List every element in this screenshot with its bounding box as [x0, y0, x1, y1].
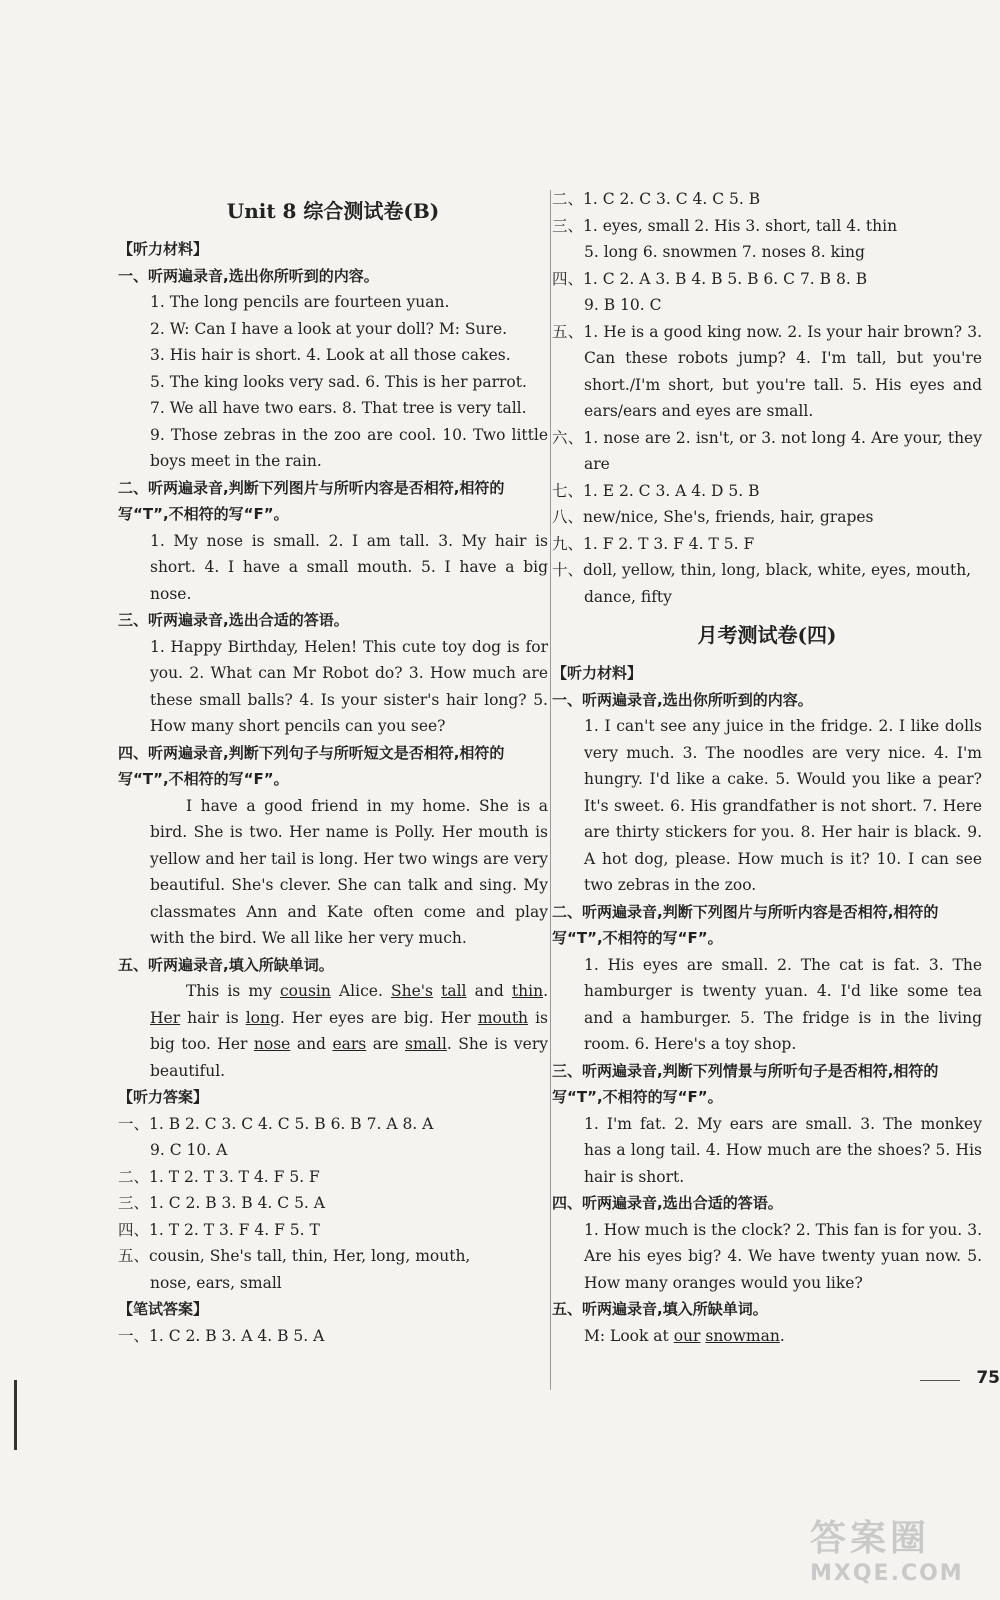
page-number: 75 [976, 1368, 1000, 1388]
answer-8: 八、new/nice, She's, friends, hair, grapes [552, 508, 874, 526]
listening-answers-tag: 【听力答案】 [118, 1088, 209, 1106]
s1-line: 9. Those zebras in the zoo are cool. 10. Two little boys meet in the rain. [150, 425, 548, 470]
answer-line: 二、1. T 2. T 3. T 4. F 5. F [118, 1167, 320, 1186]
answer-5: 五、1. He is a good king now. 2. Is your hair brown? 3. Can these robots jump? 4. I'm tall, but you're short./I'm short, but you're tall. 5. His eyes and ears/ears and eyes are small. [552, 322, 982, 420]
answer-line: 9. C 10. A [150, 1141, 228, 1159]
written-answer-line: 一、1. C 2. B 3. A 4. B 5. A [118, 1326, 325, 1345]
section-5-passage: This is my cousin Alice. She's tall and thin. Her hair is long. Her eyes are big. Her mouth is big too. Her nose and ears are small. She is very beautiful. [150, 982, 548, 1080]
section-1-heading: 一、听两遍录音,选出你所听到的内容。 [552, 690, 813, 709]
section-3-heading: 三、听两遍录音,选出合适的答语。 [118, 611, 349, 629]
answer-line: 三、1. eyes, small 2. His 3. short, tall 4. thin [552, 216, 898, 235]
section-2-text: 1. My nose is small. 2. I am tall. 3. My hair is short. 4. I have a small mouth. 5. I have a big nose. [150, 531, 548, 603]
section-3-text: 1. I'm fat. 2. My ears are small. 3. The monkey has a long tail. 4. How much are the shoes? 5. His hair is short. [584, 1114, 982, 1186]
section-4-heading: 四、听两遍录音,判断下列句子与所听短文是否相符,相符的写“T”,不相符的写“F”。 [118, 743, 505, 788]
s1-line: 2. W: Can I have a look at your doll? M: Sure. [150, 319, 508, 338]
section-5-heading: 五、听两遍录音,填入所缺单词。 [118, 955, 334, 974]
section-4-text: 1. How much is the clock? 2. This fan is for you. 3. Are his eyes big? 4. We have twenty yuan now. 5. How many oranges would you like? [584, 1220, 982, 1292]
answer-line: 9. B 10. C [584, 296, 662, 314]
column-divider [550, 190, 551, 1390]
answer-10: 十、doll, yellow, thin, long, black, white, eyes, mouth, dance, fifty [552, 561, 972, 606]
section-5-text: M: Look at our snowman. [584, 1326, 785, 1345]
page-number-rule [920, 1380, 960, 1381]
answer-line: 二、1. C 2. C 3. C 4. C 5. B [552, 190, 761, 208]
section-1-heading: 一、听两遍录音,选出你所听到的内容。 [118, 266, 379, 285]
section-1-text: 1. I can't see any juice in the fridge. 2. I like dolls very much. 3. The noodles are very nice. 4. I'm hungry. I'd like a cake. 5. Would you like a pear? It's sweet. 6. His grandfather is not short. 7. Here are thirty stickers for you. 8. Her hair is black. 9. A hot dog, please. How much is it? 10. I can see two zebras in the zoo. [584, 717, 982, 894]
watermark-url: MXQE.COM [810, 1561, 964, 1586]
section-3-text: 1. Happy Birthday, Helen! This cute toy dog is for you. 2. What can Mr Robot do? 3. How much are these small balls? 4. Is your sister's hair long? 5. How many short pencils can you see? [150, 637, 548, 735]
left-column [118, 186, 548, 1349]
watermark-logo [810, 1510, 990, 1595]
monthly-test-title: 月考测试卷(四) [697, 623, 837, 647]
watermark-text: 答案圈 [810, 1518, 931, 1559]
section-2-heading: 二、听两遍录音,判断下列图片与所听内容是否相符,相符的写“T”,不相符的写“F”。 [118, 478, 505, 523]
section-4-heading: 四、听两遍录音,选出合适的答语。 [552, 1194, 783, 1212]
section-2-text: 1. His eyes are small. 2. The cat is fat. 3. The hamburger is twenty yuan. 4. I'd like some tea and a hamburger. 5. The fridge is in the living room. 6. Here's a toy shop. [584, 955, 982, 1053]
s1-line: 7. We all have two ears. 8. That tree is very tall. [150, 399, 527, 417]
answer-line: 四、1. C 2. A 3. B 4. B 5. B 6. C 7. B 8. B [552, 269, 868, 288]
answer-line: 四、1. T 2. T 3. F 4. F 5. T [118, 1220, 320, 1239]
listening-material-tag: 【听力材料】 [552, 664, 643, 682]
answer-line: 一、1. B 2. C 3. C 4. C 5. B 6. B 7. A 8. A [118, 1114, 434, 1133]
unit8-title: Unit 8 综合测试卷(B) [226, 199, 440, 223]
answer-line: 三、1. C 2. B 3. B 4. C 5. A [118, 1194, 325, 1212]
s1-line: 1. The long pencils are fourteen yuan. [150, 293, 450, 311]
s1-line: 5. The king looks very sad. 6. This is her parrot. [150, 372, 527, 391]
section-3-heading: 三、听两遍录音,判断下列情景与所听句子是否相符,相符的写“T”,不相符的写“F”。 [552, 1061, 939, 1106]
section-4-passage: I have a good friend in my home. She is a bird. She is two. Her name is Polly. Her mouth is yellow and her tail is long. Her two wings are very beautiful. She's clever. She can talk and sing. My classmates Ann and Kate often come and play with the bird. We all like her very much. [150, 796, 548, 947]
answer-line: 五、cousin, She's tall, thin, Her, long, mouth, [118, 1247, 471, 1265]
answer-line: nose, ears, small [150, 1273, 282, 1292]
right-column [552, 186, 982, 1349]
section-5-heading: 五、听两遍录音,填入所缺单词。 [552, 1300, 768, 1318]
answer-9: 九、1. F 2. T 3. F 4. T 5. F [552, 534, 755, 553]
binding-mark [14, 1380, 17, 1450]
answer-6: 六、1. nose are 2. isn't, or 3. not long 4. Are your, they are [552, 428, 982, 473]
answer-7: 七、1. E 2. C 3. A 4. D 5. B [552, 481, 760, 500]
section-2-heading: 二、听两遍录音,判断下列图片与所听内容是否相符,相符的写“T”,不相符的写“F”。 [552, 902, 939, 947]
answer-line: 5. long 6. snowmen 7. noses 8. king [584, 243, 865, 261]
listening-material-tag: 【听力材料】 [118, 240, 209, 258]
written-answers-tag: 【笔试答案】 [118, 1300, 209, 1318]
s1-line: 3. His hair is short. 4. Look at all those cakes. [150, 346, 511, 364]
